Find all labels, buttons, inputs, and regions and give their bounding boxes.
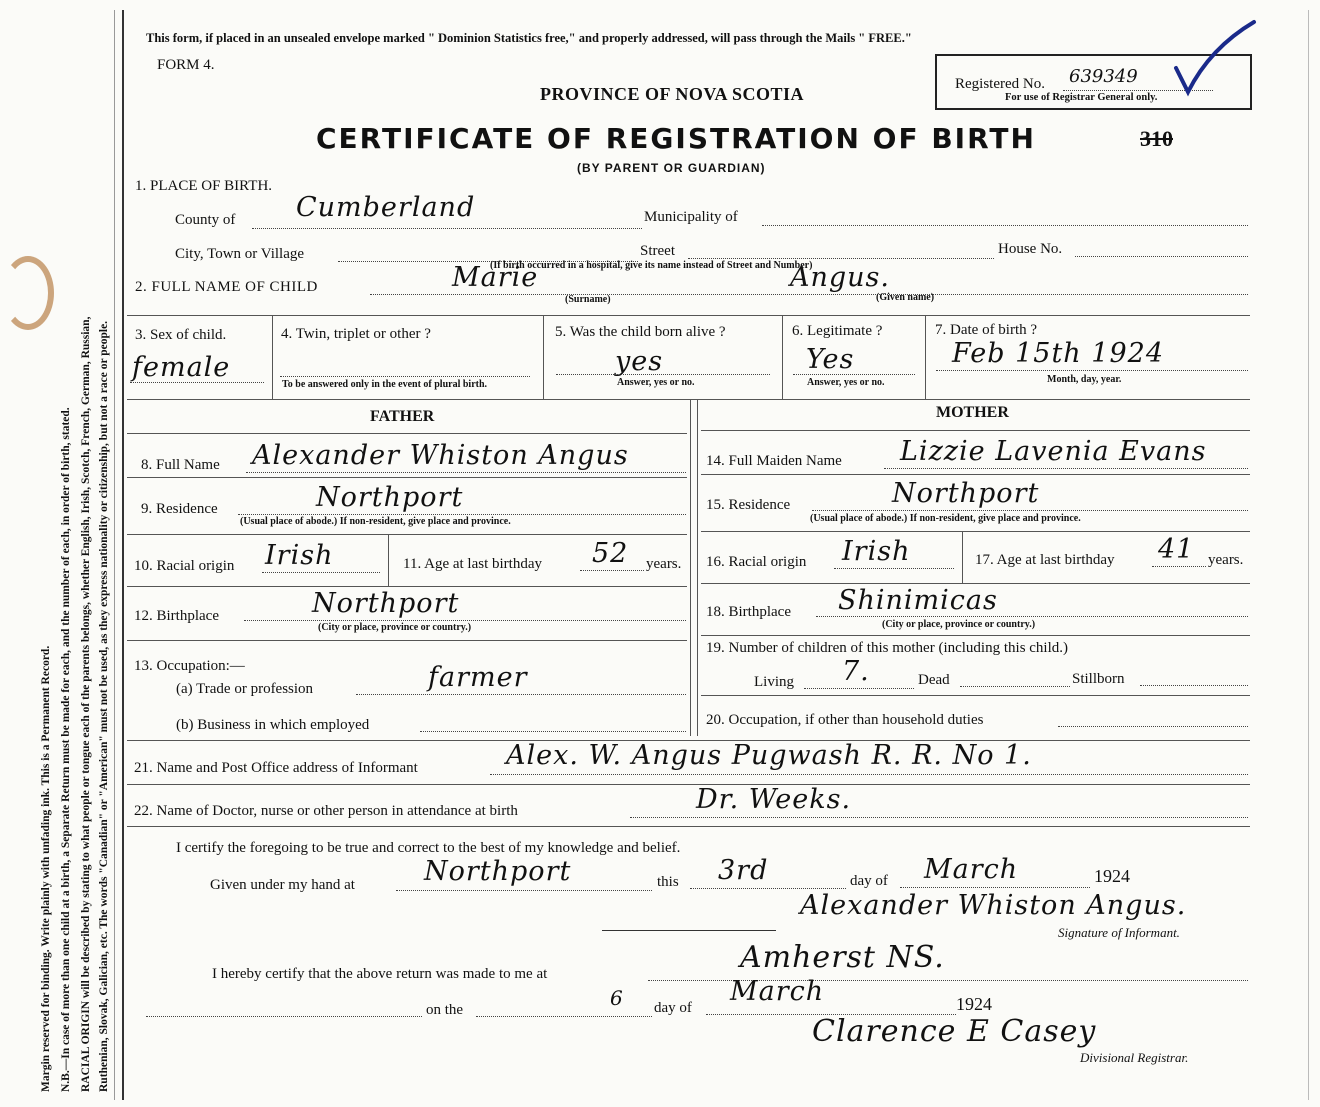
form-number: FORM 4. bbox=[157, 57, 215, 73]
mother-residence-note: (Usual place of abode.) If non-resident, give place and province. bbox=[810, 513, 1081, 524]
living-value: 7. bbox=[842, 656, 870, 687]
margin-note-racial-origin-cont: Ruthenian, Slovak, Galician, etc. The words "Canadian" or "American" must not be used, as they express nationality or citizenship, but not a race or people. bbox=[98, 320, 110, 1092]
born-alive-label: 5. Was the child born alive ? bbox=[555, 324, 726, 340]
page-title: CERTIFICATE OF REGISTRATION OF BIRTH bbox=[316, 122, 1036, 155]
date-of-birth-value: Feb 15th 1924 bbox=[952, 338, 1164, 369]
mail-notice: This form, if placed in an unsealed envelope marked " Dominion Statistics free," and properly addressed, will pass through the Mails " FREE." bbox=[146, 31, 912, 45]
margin-note-multiple-births: N.B.—In case of more than one child at a birth, a Separate Return must be made for each, and the number of each, in order of birth, stated. bbox=[60, 407, 72, 1092]
city-label: City, Town or Village bbox=[175, 246, 305, 262]
surname-note: (Surname) bbox=[565, 294, 611, 305]
born-alive-note: Answer, yes or no. bbox=[617, 377, 695, 388]
child-surname-value: Marie bbox=[452, 262, 539, 293]
mother-birthplace-note: (City or place, province or country.) bbox=[882, 619, 1036, 630]
mother-age-value: 41 bbox=[1158, 534, 1195, 565]
registrar-label: Divisional Registrar. bbox=[1080, 1050, 1189, 1065]
hospital-note: (If birth occurred in a hospital, give its name instead of Street and Number) bbox=[490, 260, 813, 271]
place-of-birth-heading: 1. PLACE OF BIRTH. bbox=[135, 178, 273, 194]
county-value: Cumberland bbox=[296, 192, 476, 223]
sex-label: 3. Sex of child. bbox=[135, 327, 227, 343]
father-name-value: Alexander Whiston Angus bbox=[252, 440, 629, 471]
check-mark-icon bbox=[1170, 18, 1260, 98]
legitimate-value: Yes bbox=[806, 344, 855, 375]
informant-label: 21. Name and Post Office address of Informant bbox=[134, 760, 418, 776]
mother-heading: MOTHER bbox=[936, 404, 1009, 421]
mother-birthplace-value: Shinimicas bbox=[838, 585, 998, 616]
born-alive-value: yes bbox=[615, 346, 664, 377]
registrar-place-value: Amherst NS. bbox=[740, 940, 945, 975]
registration-day-value: 6 bbox=[610, 986, 623, 1010]
father-residence-value: Northport bbox=[316, 482, 464, 513]
month-value: March bbox=[924, 854, 1019, 885]
child-given-name-value: Angus. bbox=[790, 262, 890, 293]
father-residence-label: 9. Residence bbox=[141, 501, 218, 517]
twin-label: 4. Twin, triplet or other ? bbox=[281, 326, 431, 342]
registrar-signature: Clarence E Casey bbox=[812, 1014, 1097, 1049]
municipality-label: Municipality of bbox=[644, 209, 738, 225]
twin-note: To be answered only in the event of plural birth. bbox=[282, 379, 488, 390]
trade-label: (a) Trade or profession bbox=[176, 681, 314, 697]
county-label: County of bbox=[175, 212, 236, 228]
informant-signature: Alexander Whiston Angus. bbox=[800, 890, 1187, 921]
legitimate-note: Answer, yes or no. bbox=[807, 377, 885, 388]
province-heading: PROVINCE OF NOVA SCOTIA bbox=[540, 84, 805, 104]
signature-label: Signature of Informant. bbox=[1058, 925, 1180, 940]
business-label: (b) Business in which employed bbox=[176, 717, 370, 733]
margin-note-racial-origin: RACIAL ORIGIN will be described by stating to what people or tongue each of the parents belongs, whether English, Irish, Scotch, French, German, Russian, bbox=[80, 316, 92, 1092]
margin-note-binding: Margin reserved for binding. Write plainly with unfading ink. This is a Permanent Record. bbox=[40, 645, 52, 1092]
mother-age-label: 17. Age at last birthday bbox=[975, 552, 1115, 568]
registered-number-label: Registered No. bbox=[955, 76, 1045, 92]
child-name-label: 2. FULL NAME OF CHILD bbox=[135, 279, 318, 295]
house-number-label: House No. bbox=[998, 241, 1063, 257]
coffee-stain bbox=[2, 256, 54, 330]
mother-race-label: 16. Racial origin bbox=[706, 554, 807, 570]
binding-margin-line bbox=[122, 10, 124, 1100]
father-years-label: years. bbox=[646, 556, 682, 572]
mother-years-label: years. bbox=[1208, 552, 1244, 568]
day-value: 3rd bbox=[718, 855, 769, 886]
certification-statement: I certify the foregoing to be true and correct to the best of my knowledge and belief. bbox=[176, 840, 681, 856]
legitimate-label: 6. Legitimate ? bbox=[792, 323, 883, 339]
registered-number-value: 639349 bbox=[1069, 66, 1138, 87]
year-value: 1924 bbox=[1094, 866, 1130, 886]
father-heading: FATHER bbox=[370, 408, 435, 425]
father-age-value: 52 bbox=[592, 538, 629, 569]
father-residence-note: (Usual place of abode.) If non-resident, give place and province. bbox=[240, 516, 511, 527]
corner-number: 310 bbox=[1140, 126, 1173, 151]
date-of-birth-label: 7. Date of birth ? bbox=[935, 322, 1038, 338]
mother-residence-value: Northport bbox=[892, 478, 1040, 509]
children-count-label: 19. Number of children of this mother (including this child.) bbox=[706, 640, 1069, 656]
stillborn-label: Stillborn bbox=[1072, 671, 1125, 687]
registration-day-of-label: day of bbox=[654, 1000, 692, 1016]
given-place-value: Northport bbox=[424, 856, 572, 887]
mother-race-value: Irish bbox=[842, 536, 911, 567]
mother-occupation-label: 20. Occupation, if other than household duties bbox=[706, 712, 984, 728]
father-race-value: Irish bbox=[265, 540, 334, 571]
trade-value: farmer bbox=[428, 662, 528, 693]
day-of-label: day of bbox=[850, 873, 888, 889]
registration-year-value: 1924 bbox=[956, 994, 992, 1014]
given-name-note: (Given name) bbox=[876, 292, 935, 303]
living-label: Living bbox=[754, 674, 794, 690]
given-under-label: Given under my hand at bbox=[210, 877, 355, 893]
father-name-label: 8. Full Name bbox=[141, 457, 220, 473]
binding-margin-line-inner bbox=[114, 10, 115, 1100]
father-occupation-label: 13. Occupation:— bbox=[134, 658, 245, 674]
sex-value: female bbox=[132, 352, 231, 383]
father-birthplace-label: 12. Birthplace bbox=[134, 608, 219, 624]
mother-name-label: 14. Full Maiden Name bbox=[706, 453, 842, 469]
mother-residence-label: 15. Residence bbox=[706, 497, 791, 513]
this-label: this bbox=[657, 874, 679, 890]
father-age-label: 11. Age at last birthday bbox=[403, 556, 542, 572]
mother-name-value: Lizzie Lavenia Evans bbox=[900, 436, 1207, 467]
doctor-value: Dr. Weeks. bbox=[696, 784, 852, 815]
father-race-label: 10. Racial origin bbox=[134, 558, 235, 574]
doctor-label: 22. Name of Doctor, nurse or other person in attendance at birth bbox=[134, 803, 518, 819]
on-the-label: on the bbox=[426, 1002, 464, 1018]
dead-label: Dead bbox=[918, 672, 950, 688]
registration-month-value: March bbox=[730, 976, 825, 1007]
registrar-general-note: For use of Registrar General only. bbox=[1005, 92, 1158, 103]
date-of-birth-note: Month, day, year. bbox=[1047, 374, 1122, 385]
father-birthplace-note: (City or place, province or country.) bbox=[318, 622, 472, 633]
mother-birthplace-label: 18. Birthplace bbox=[706, 604, 791, 620]
father-birthplace-value: Northport bbox=[312, 588, 460, 619]
registrar-statement: I hereby certify that the above return was made to me at bbox=[212, 966, 548, 982]
informant-value: Alex. W. Angus Pugwash R. R. No 1. bbox=[506, 740, 1032, 771]
page-subtitle: (BY PARENT OR GUARDIAN) bbox=[577, 161, 766, 175]
street-label: Street bbox=[640, 243, 675, 259]
